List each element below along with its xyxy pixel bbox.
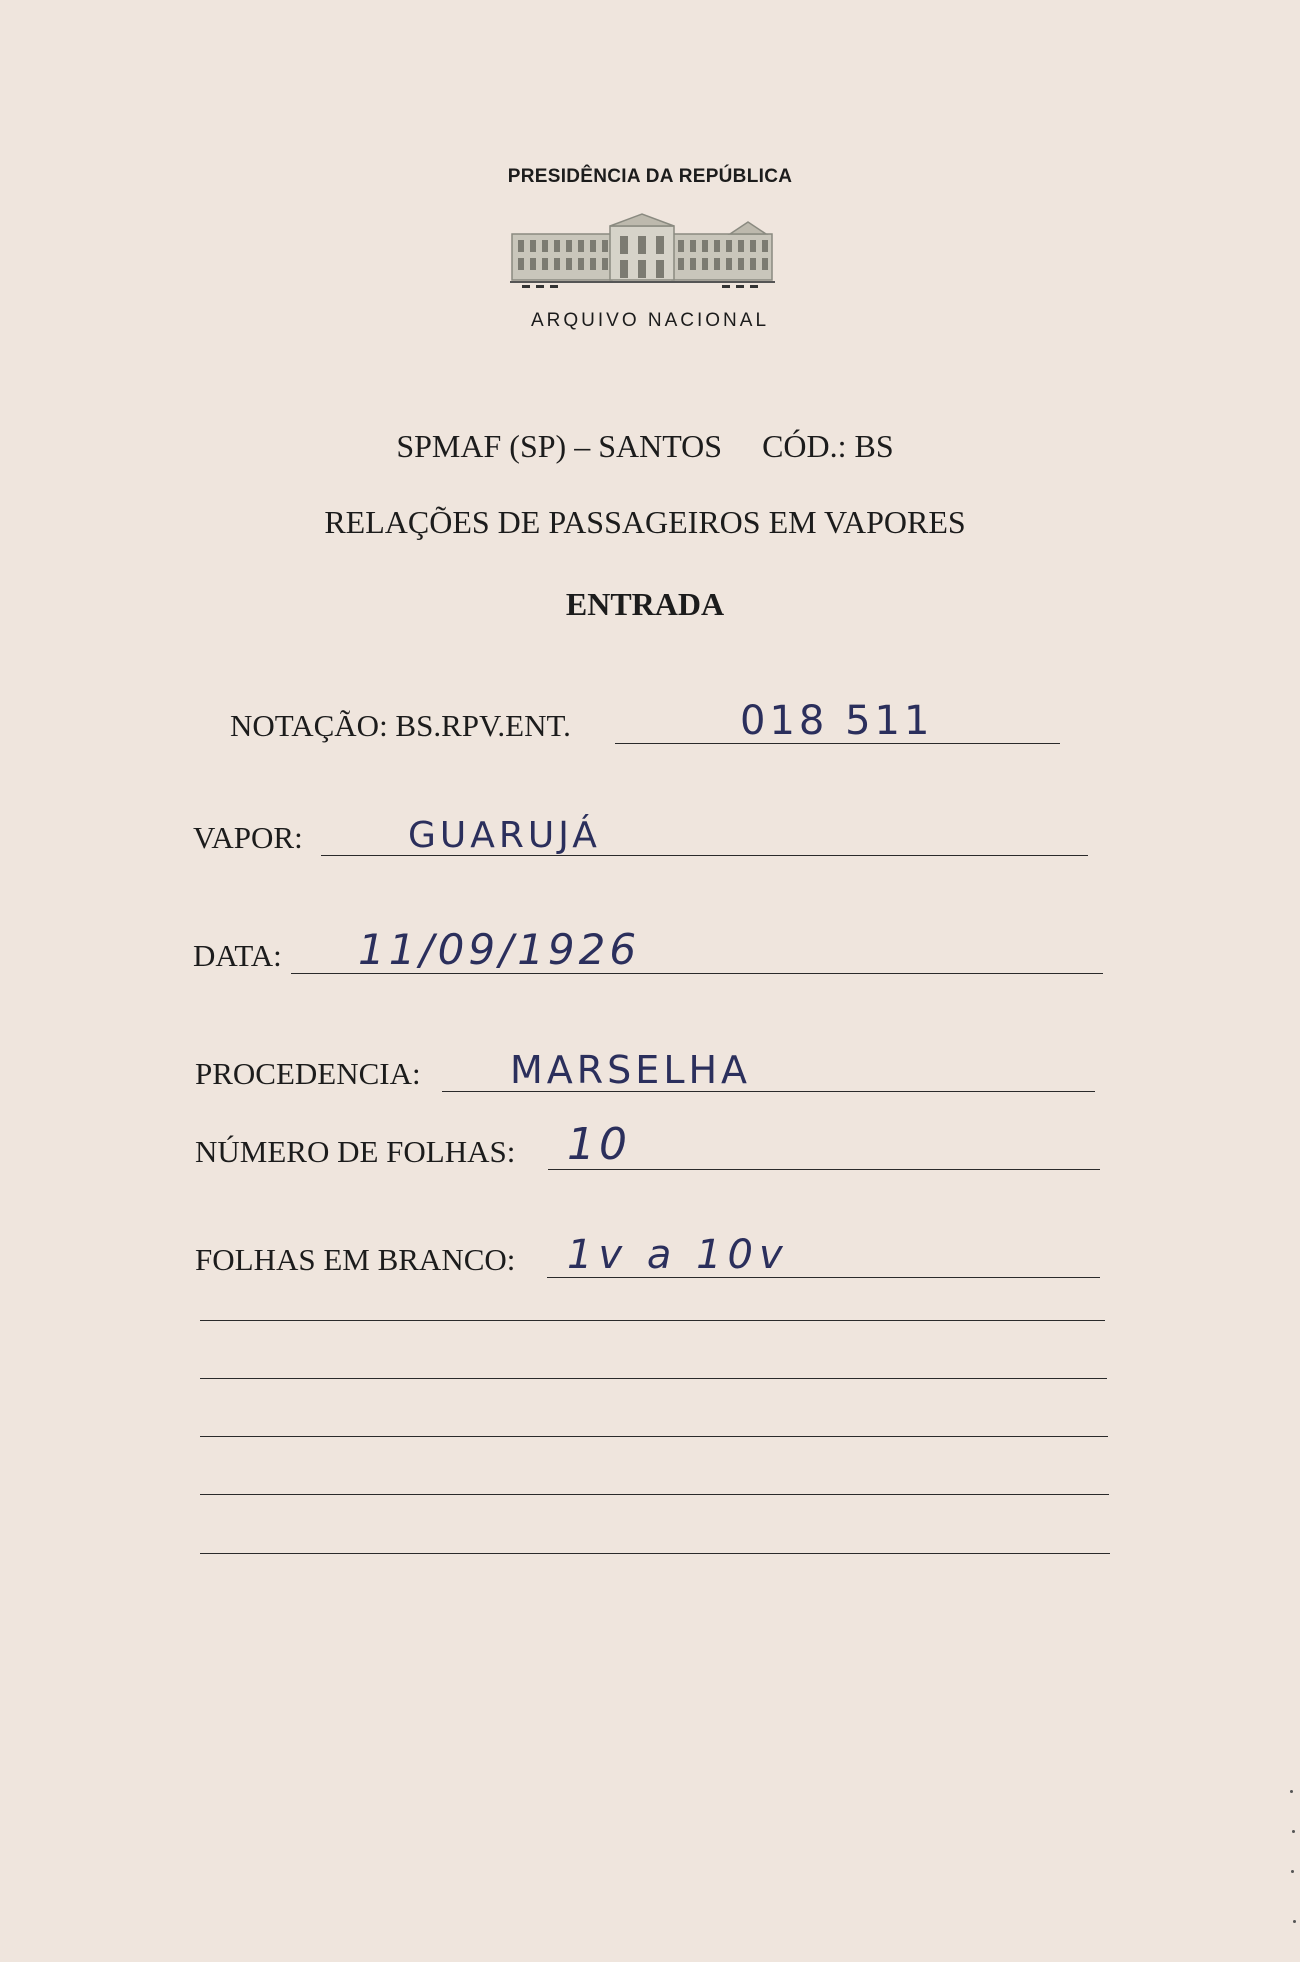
blank-rule: [200, 1320, 1105, 1321]
scan-speck: [1290, 1790, 1293, 1793]
agency-code-title: SPMAF (SP) – SANTOS CÓD.: BS: [396, 428, 894, 464]
procedencia-field: [195, 1036, 1095, 1096]
scan-speck: [1291, 1870, 1294, 1873]
numero-folhas-label: NÚMERO DE FOLHAS:: [195, 1134, 516, 1169]
notacao-field: [230, 688, 1060, 748]
notacao-value: 018 511: [740, 698, 934, 744]
institution-bottom-label: ARQUIVO NACIONAL: [530, 310, 770, 331]
scan-speck: [1292, 1830, 1295, 1833]
notacao-label: NOTAÇÃO: BS.RPV.ENT.: [230, 708, 571, 743]
vapor-value: GUARUJÁ: [408, 815, 601, 856]
folhas-branco-value: 1v a 10v: [567, 1232, 789, 1278]
numero-folhas-value: 10: [567, 1119, 631, 1170]
folhas-branco-label: FOLHAS EM BRANCO:: [195, 1242, 516, 1277]
blank-rule: [200, 1553, 1110, 1554]
scan-speck: [1293, 1920, 1296, 1923]
entry-title: ENTRADA: [565, 586, 725, 622]
institution-top-label: PRESIDÊNCIA DA REPÚBLICA: [507, 166, 793, 187]
data-field: [193, 918, 1103, 978]
folhas-branco-field: [195, 1222, 1100, 1282]
vapor-field: [193, 800, 1088, 860]
blank-rule: [200, 1436, 1108, 1437]
numero-folhas-field: [195, 1114, 1100, 1174]
blank-rule: [200, 1494, 1109, 1495]
procedencia-value: MARSELHA: [510, 1048, 752, 1092]
data-label: DATA:: [193, 938, 282, 973]
blank-rule: [200, 1378, 1107, 1379]
vapor-label: VAPOR:: [193, 820, 303, 855]
collection-title: RELAÇÕES DE PASSAGEIROS EM VAPORES: [324, 504, 966, 540]
building-logo-icon: [510, 212, 775, 292]
procedencia-label: PROCEDENCIA:: [195, 1056, 421, 1091]
data-value: 11/09/1926: [358, 925, 641, 974]
